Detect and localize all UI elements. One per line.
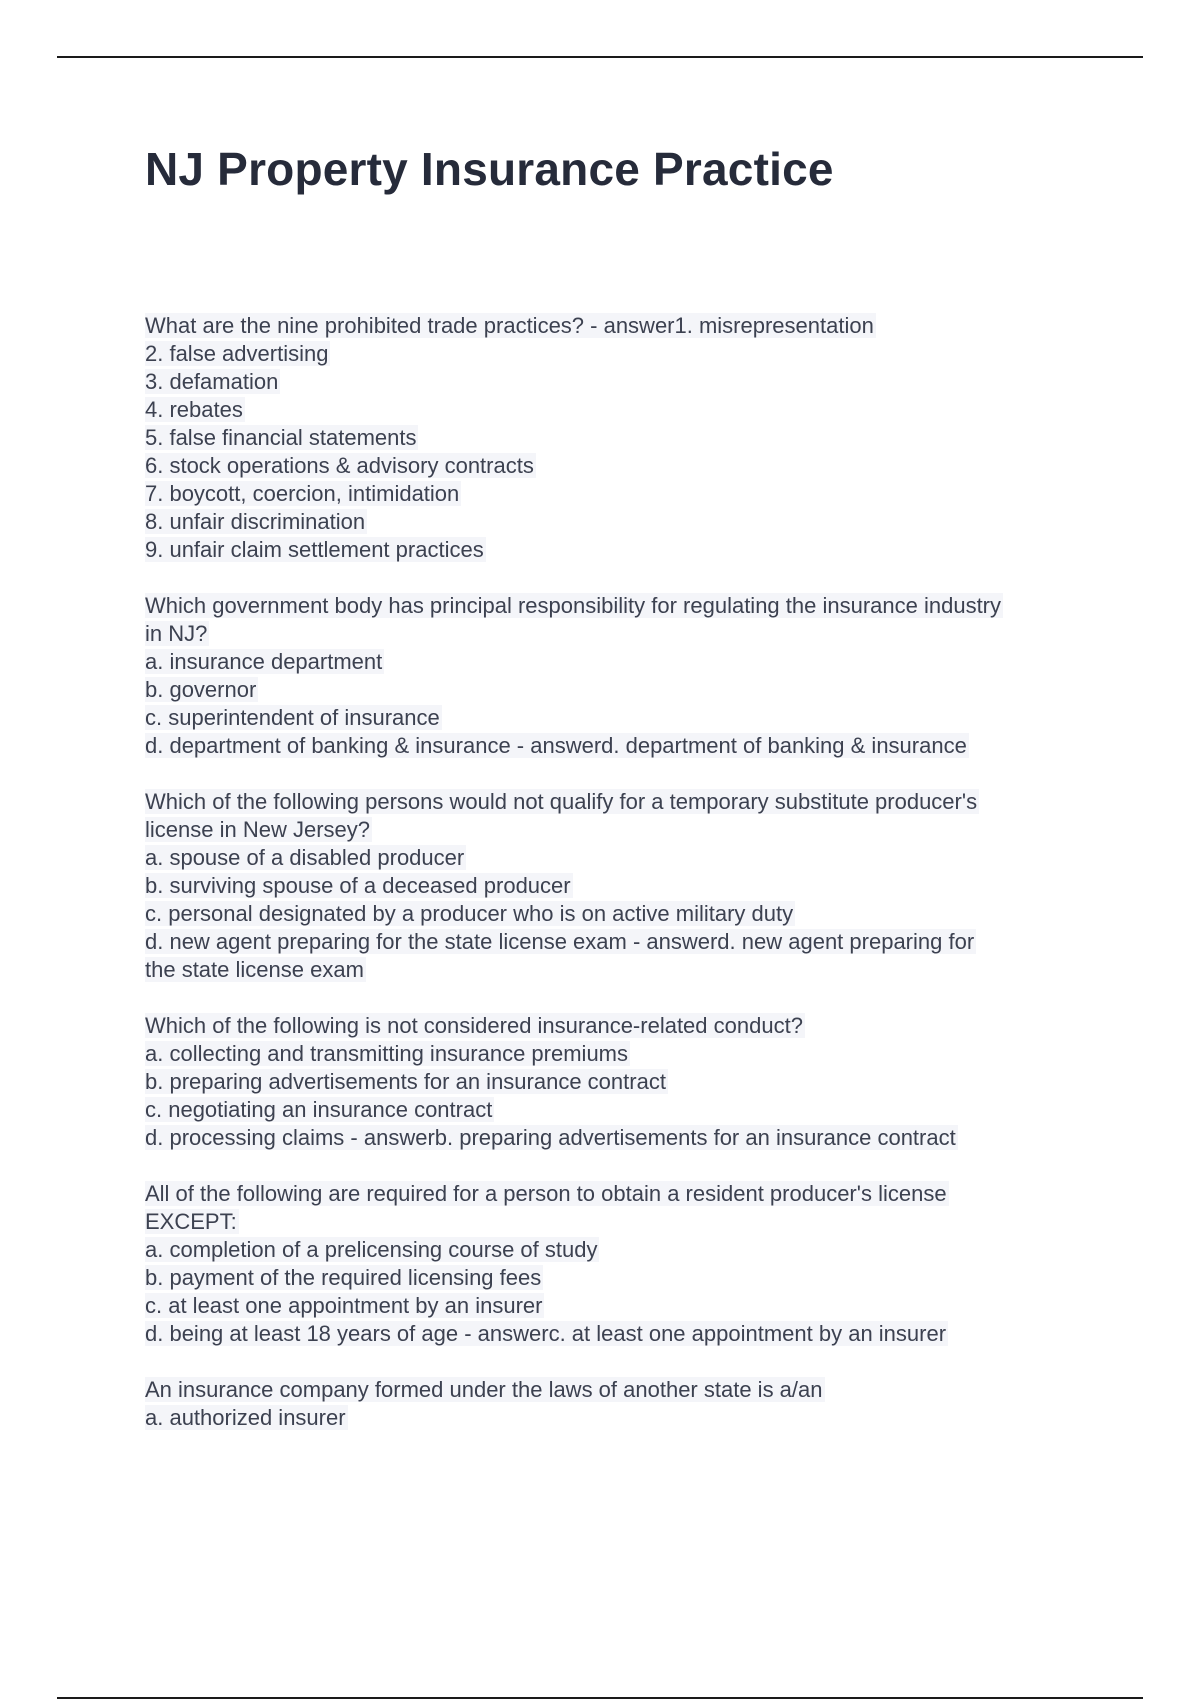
text-line: a. authorized insurer [145,1405,346,1430]
text-line: a. completion of a prelicensing course of study [145,1237,598,1262]
text-line: d. being at least 18 years of age - answerc. at least one appointment by an insurer [145,1321,947,1346]
question-block-2 [145,592,1095,760]
text-line: Which government body has principal responsibility for regulating the insurance industry [145,593,1002,618]
text-line: All of the following are required for a person to obtain a resident producer's license [145,1181,947,1206]
text-line: What are the nine prohibited trade practices? - answer1. misrepresentation [145,313,874,338]
text-line: a. collecting and transmitting insurance premiums [145,1041,629,1066]
text-line: d. department of banking & insurance - answerd. department of banking & insurance [145,733,967,758]
text-line: c. personal designated by a producer who is on active military duty [145,901,794,926]
text-line: 7. boycott, coercion, intimidation [145,481,460,506]
text-line: a. spouse of a disabled producer [145,845,465,870]
question-block-6 [145,1376,1095,1432]
question-block-4 [145,1012,1095,1152]
top-rule [57,56,1143,58]
text-line: c. negotiating an insurance contract [145,1097,493,1122]
text-line: 9. unfair claim settlement practices [145,537,484,562]
text-line: b. surviving spouse of a deceased producer [145,873,571,898]
text-line: c. at least one appointment by an insurer [145,1293,543,1318]
text-line: d. processing claims - answerb. preparing advertisements for an insurance contract [145,1125,956,1150]
bottom-rule [57,1697,1143,1699]
text-line: 4. rebates [145,397,243,422]
text-line: in NJ? [145,621,208,646]
text-line: c. superintendent of insurance [145,705,440,730]
text-line: EXCEPT: [145,1209,237,1234]
text-line: 3. defamation [145,369,279,394]
text-line: a. insurance department [145,649,383,674]
page-title: NJ Property Insurance Practice [145,143,834,195]
text-line: b. preparing advertisements for an insurance contract [145,1069,666,1094]
text-line: 6. stock operations & advisory contracts [145,453,534,478]
question-block-5 [145,1180,1095,1348]
text-line: b. governor [145,677,257,702]
text-line: Which of the following persons would not qualify for a temporary substitute producer's [145,789,978,814]
text-line: d. new agent preparing for the state license exam - answerd. new agent preparing for [145,929,975,954]
text-line: An insurance company formed under the laws of another state is a/an [145,1377,823,1402]
text-line: the state license exam [145,957,364,982]
question-block-3 [145,788,1095,984]
text-line: 5. false financial statements [145,425,417,450]
text-line: Which of the following is not considered insurance-related conduct? [145,1013,803,1038]
text-line: 2. false advertising [145,341,329,366]
question-block-1 [145,312,1095,564]
questions-body [145,312,1095,1460]
text-line: 8. unfair discrimination [145,509,366,534]
text-line: license in New Jersey? [145,817,370,842]
text-line: b. payment of the required licensing fees [145,1265,542,1290]
